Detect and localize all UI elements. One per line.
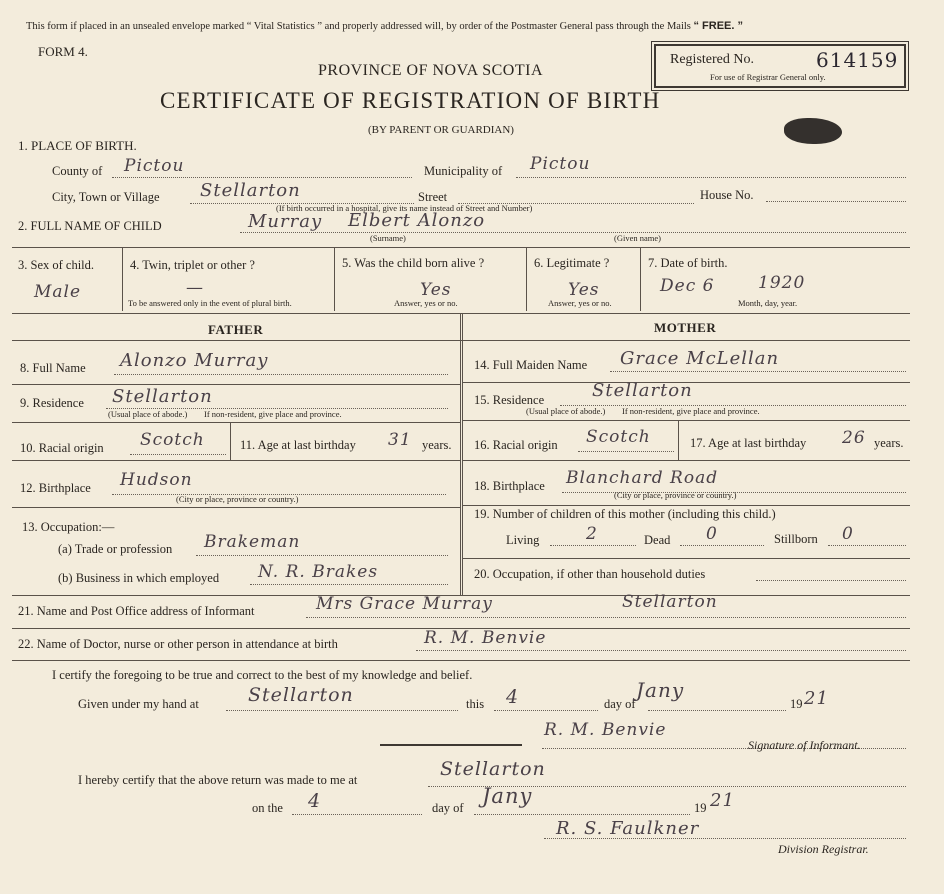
living-value: 2 [586, 524, 598, 544]
registration-box [654, 44, 906, 88]
signature-rule [380, 744, 522, 746]
row3-divider-1 [122, 247, 123, 311]
father-rule-2 [12, 422, 460, 423]
house-number-label: House No. [700, 188, 754, 202]
hospital-note: (If birth occurred in a hospital, give its name instead of Street and Number) [276, 203, 533, 213]
mother-children-label: 19. Number of children of this mother (including this child.) [474, 507, 776, 521]
mother-birthplace-note: (City or place, province or country.) [614, 490, 737, 500]
father-rule-3 [12, 460, 460, 461]
informant-signature-label: Signature of Informant. [748, 738, 861, 752]
this-label: this [466, 697, 485, 711]
father-business-label: (b) Business in which employed [58, 571, 220, 585]
father-trade-label: (a) Trade or profession [58, 542, 173, 556]
informant-label: 21. Name and Post Office address of Informant [18, 604, 255, 618]
postal-notice-text: This form if placed in an unsealed envelope marked “ Vital Statistics ” and properly addressed will, by order of the Postmaster General pass through the Mails [26, 21, 691, 32]
municipality-value: Pictou [530, 154, 591, 174]
mother-rule-2 [462, 420, 910, 421]
redacted-mark [784, 118, 842, 144]
house-number-line [766, 201, 906, 202]
row3-divider-4 [640, 247, 641, 311]
father-racial-label: 10. Racial origin [20, 441, 104, 455]
father-residence-value: Stellarton [112, 386, 213, 407]
mother-rule-3 [462, 460, 910, 461]
certification-top-rule [12, 660, 910, 661]
doctor-line [416, 650, 906, 651]
postal-notice [26, 20, 743, 32]
informant-address: Stellarton [622, 592, 718, 612]
registration-label: Registered No. [670, 52, 754, 67]
parents-divider [460, 313, 463, 595]
mother-name-line [610, 371, 906, 372]
registrar-signature: R. S. Faulkner [556, 818, 700, 839]
dead-line [680, 545, 764, 546]
stillborn-value: 0 [842, 524, 854, 544]
street-label: Street [418, 190, 448, 204]
month2-line [474, 814, 690, 815]
given-label: Given under my hand at [78, 697, 199, 711]
dob-year: 1920 [758, 273, 806, 293]
child-surname-value: Murray [248, 211, 323, 232]
hereby-place-value: Stellarton [440, 758, 546, 780]
dob-note: Month, day, year. [738, 298, 798, 308]
father-business-value: N. R. Brakes [258, 562, 379, 582]
father-occupation-label: 13. Occupation:— [22, 520, 115, 534]
sex-label: 3. Sex of child. [18, 258, 95, 272]
mother-rule-4 [462, 505, 910, 506]
informant-signature: R. M. Benvie [544, 720, 667, 740]
mother-racial-label: 16. Racial origin [474, 438, 558, 452]
hereby-text: I hereby certify that the above return was made to me at [78, 773, 358, 787]
living-line [550, 545, 636, 546]
alive-value: Yes [420, 280, 452, 300]
father-residence-note2: If non-resident, give place and province. [204, 409, 342, 419]
dob-label: 7. Date of birth. [648, 256, 728, 270]
certify-text: I certify the foregoing to be true and correct to the best of my knowledge and belief. [52, 668, 473, 682]
registration-note: For use of Registrar General only. [710, 72, 826, 82]
place-of-birth-label: 1. PLACE OF BIRTH. [18, 138, 137, 153]
row3-divider-3 [526, 247, 527, 311]
mother-name-label: 14. Full Maiden Name [474, 358, 588, 372]
row3-divider-2 [334, 247, 335, 311]
father-residence-label: 9. Residence [20, 396, 84, 410]
mother-residence-note2: If non-resident, give place and province. [622, 406, 760, 416]
on-day-value: 4 [308, 790, 322, 812]
mother-occupation-label: 20. Occupation, if other than household duties [474, 567, 706, 581]
mother-name-value: Grace McLellan [620, 348, 780, 369]
this-line [494, 710, 598, 711]
mother-rule-5 [462, 558, 910, 559]
father-name-line [114, 374, 448, 375]
certificate-subtitle: (BY PARENT OR GUARDIAN) [368, 124, 514, 136]
child-given-value: Elbert Alonzo [348, 210, 486, 231]
mother-age-label: 17. Age at last birthday [690, 436, 807, 450]
day-of-label: day of [604, 697, 636, 711]
postal-notice-free: “ FREE. ” [693, 20, 744, 32]
legitimate-value: Yes [568, 280, 600, 300]
month-value: Jany [636, 678, 685, 702]
surname-note: (Surname) [370, 233, 406, 243]
father-name-value: Alonzo Murray [120, 350, 269, 371]
father-residence-note: (Usual place of abode.) [108, 409, 188, 419]
mother-residence-value: Stellarton [592, 380, 693, 401]
father-name-label: 8. Full Name [20, 361, 86, 375]
year-prefix: 19 [790, 697, 803, 711]
this-day-value: 4 [506, 686, 520, 708]
county-value: Pictou [124, 156, 185, 176]
twin-value: — [186, 278, 204, 298]
father-rule-4 [12, 507, 460, 508]
row3-top-rule [12, 247, 910, 248]
year-suffix: 21 [804, 688, 829, 709]
county-label: County of [52, 164, 103, 178]
year2-suffix: 21 [710, 790, 735, 811]
county-line [112, 177, 412, 178]
child-name-label: 2. FULL NAME OF CHILD [18, 219, 162, 233]
month2-value: Jany [482, 784, 533, 808]
father-racial-value: Scotch [140, 430, 205, 450]
legitimate-label: 6. Legitimate ? [534, 256, 610, 270]
dead-label: Dead [644, 533, 671, 547]
month-line [648, 710, 786, 711]
mother-age-divider [678, 420, 679, 460]
living-label: Living [506, 533, 540, 547]
stillborn-line [828, 545, 906, 546]
father-racial-line [130, 454, 226, 455]
father-age-divider [230, 422, 231, 460]
stillborn-label: Stillborn [774, 532, 818, 546]
father-birthplace-label: 12. Birthplace [20, 481, 91, 495]
father-rule-1 [12, 384, 460, 385]
father-business-line [250, 584, 448, 585]
mother-birthplace-value: Blanchard Road [566, 468, 719, 488]
father-birthplace-value: Hudson [120, 470, 193, 490]
mother-residence-note: (Usual place of abode.) [526, 406, 606, 416]
city-label: City, Town or Village [52, 190, 160, 204]
father-age-unit: years. [422, 438, 452, 452]
given-place-value: Stellarton [248, 684, 354, 706]
registrar-line [544, 838, 906, 839]
on-the-label: on the [252, 801, 283, 815]
legitimate-note: Answer, yes or no. [548, 298, 612, 308]
father-age-value: 31 [388, 430, 412, 450]
mother-occupation-line [756, 580, 906, 581]
registrar-label: Division Registrar. [778, 842, 869, 856]
mother-header: MOTHER [654, 320, 717, 335]
province-heading: PROVINCE OF NOVA SCOTIA [318, 62, 544, 79]
mother-racial-value: Scotch [586, 427, 651, 447]
certificate-title: CERTIFICATE OF REGISTRATION OF BIRTH [160, 88, 661, 113]
given-name-note: (Given name) [614, 233, 661, 243]
father-header: FATHER [208, 322, 264, 337]
municipality-label: Municipality of [424, 164, 503, 178]
alive-note: Answer, yes or no. [394, 298, 458, 308]
informant-value: Mrs Grace Murray [316, 594, 493, 614]
on-day-line [292, 814, 422, 815]
doctor-value: R. M. Benvie [424, 628, 547, 648]
twin-label: 4. Twin, triplet or other ? [130, 258, 255, 272]
dead-value: 0 [706, 524, 718, 544]
informant-line [306, 617, 906, 618]
father-age-label: 11. Age at last birthday [240, 438, 356, 452]
mother-birthplace-label: 18. Birthplace [474, 479, 545, 493]
child-name-line [240, 232, 906, 233]
mother-racial-line [578, 451, 674, 452]
mother-residence-label: 15. Residence [474, 393, 545, 407]
father-trade-value: Brakeman [204, 532, 301, 552]
registration-number: 614159 [816, 48, 899, 72]
sex-value: Male [34, 282, 82, 302]
city-value: Stellarton [200, 180, 301, 201]
given-place-line [226, 710, 458, 711]
year2-prefix: 19 [694, 801, 707, 815]
mother-age-value: 26 [842, 428, 866, 448]
father-trade-line [196, 555, 448, 556]
dob-month-day: Dec 6 [660, 276, 715, 296]
doctor-label: 22. Name of Doctor, nurse or other person in attendance at birth [18, 637, 338, 651]
day-of2-label: day of [432, 801, 464, 815]
mother-age-unit: years. [874, 436, 904, 450]
parents-header-rule [12, 340, 910, 341]
alive-label: 5. Was the child born alive ? [342, 256, 485, 270]
municipality-line [516, 177, 906, 178]
form-number: FORM 4. [38, 44, 88, 59]
father-birthplace-note: (City or place, province or country.) [176, 494, 299, 504]
twin-note: To be answered only in the event of plural birth. [128, 298, 292, 308]
